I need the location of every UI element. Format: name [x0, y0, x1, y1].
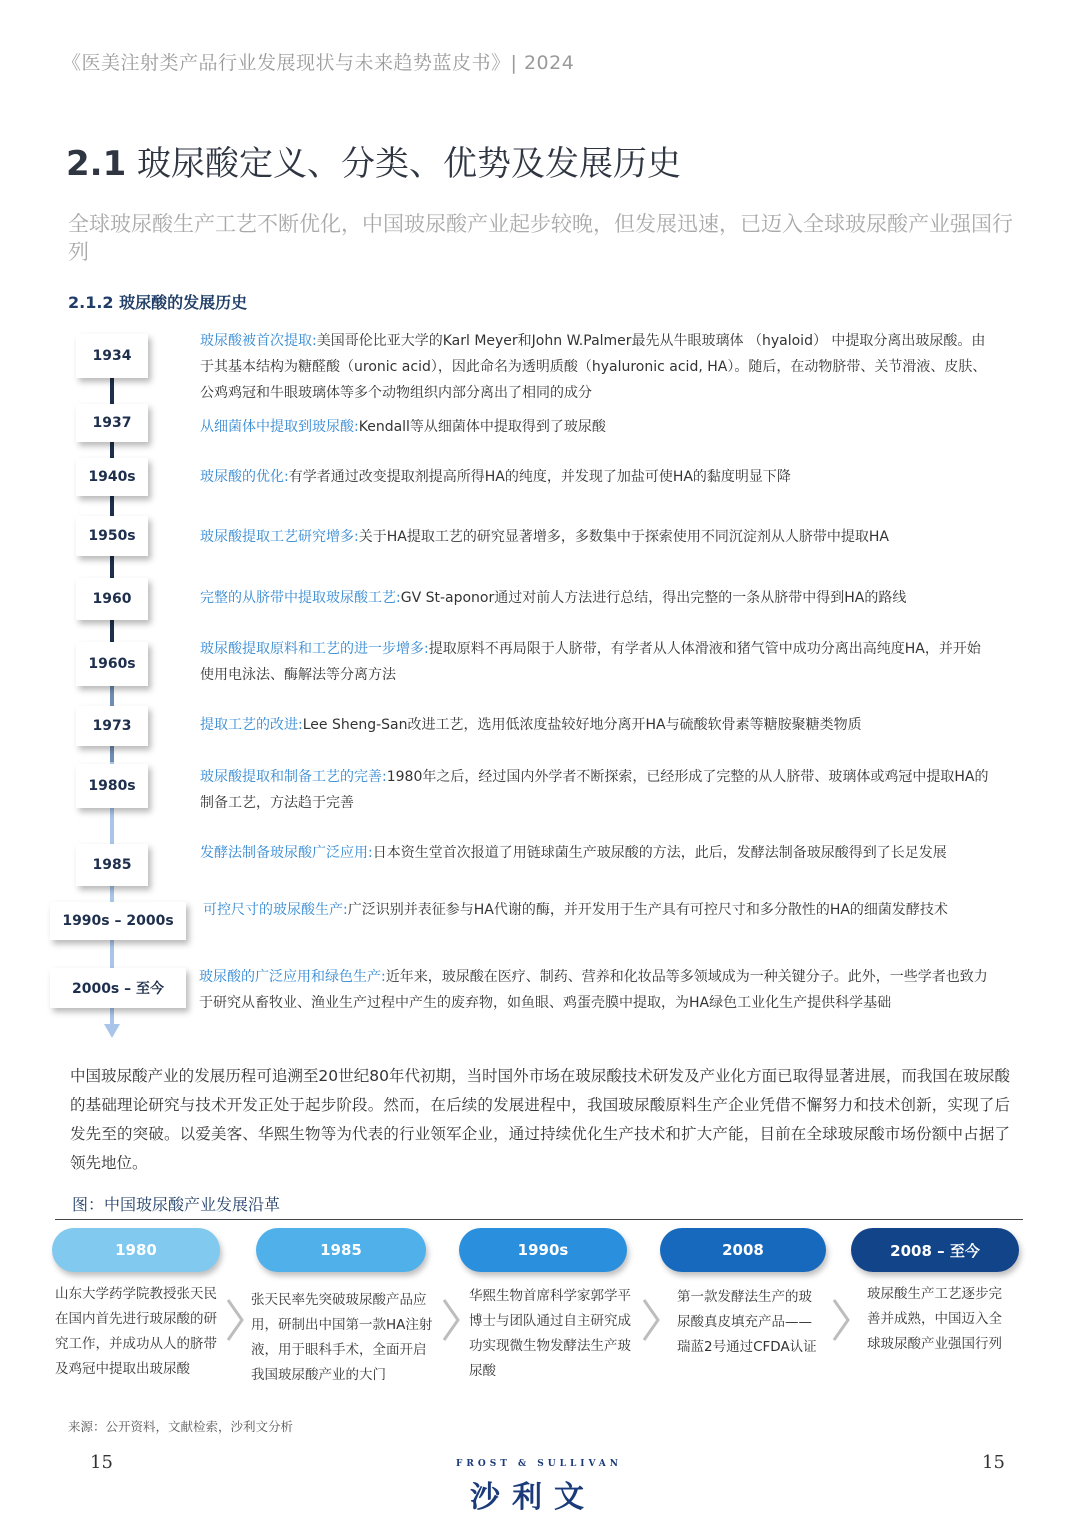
event-highlight: 发酵法制备玻尿酸广泛应用:	[200, 845, 373, 861]
timeline-event-1990s-2000s	[203, 897, 993, 923]
stage-text-1990s: 华熙生物首席科学家郭学平博士与团队通过自主研究成功实现微生物发酵法生产玻尿酸	[469, 1288, 631, 1379]
chevron-right-icon	[830, 1298, 852, 1342]
section-subtitle: 全球玻尿酸生产工艺不断优化，中国玻尿酸产业起步较晚，但发展迅速，已迈入全球玻尿酸产业强国行列	[68, 212, 1013, 264]
timeline-year-1980s: 1980s	[76, 764, 148, 808]
event-text: 日本资生堂首次报道了用链球菌生产玻尿酸的方法，此后，发酵法制备玻尿酸得到了长足发展	[372, 845, 947, 861]
event-highlight: 玻尿酸的广泛应用和绿色生产:	[199, 969, 386, 985]
stage-pill-1980: 1980	[52, 1228, 220, 1272]
event-text: 有学者通过改变提取剂提高所得HA的纯度，并发现了加盐可使HA的黏度明显下降	[288, 469, 791, 485]
stage-pill-2008-now: 2008 – 至今	[851, 1228, 1019, 1272]
stage-pill-1985: 1985	[256, 1228, 426, 1272]
event-highlight: 玻尿酸提取和制备工艺的完善:	[200, 769, 387, 785]
timeline-year-1940s: 1940s	[76, 458, 148, 496]
stage-text-2008: 第一款发酵法生产的玻尿酸真皮填充产品——瑞蓝2号通过CFDA认证	[677, 1289, 817, 1355]
stage-text-1980: 山东大学药学院教授张天民在国内首先进行玻尿酸的研究工作，并成功从人的脐带及鸡冠中提取出玻尿酸	[55, 1286, 217, 1377]
timeline-event-1940s	[200, 464, 990, 490]
timeline-year-1960: 1960	[76, 578, 148, 620]
chevron-right-icon	[224, 1298, 246, 1342]
timeline-event-2000s-now	[199, 964, 989, 1016]
event-highlight: 提取工艺的改进:	[200, 717, 303, 733]
stage-text-1985: 张天民率先突破玻尿酸产品应用，研制出中国第一款HA注射液，用于眼科手术，全面开启我国玻尿酸产业的大门	[251, 1292, 433, 1383]
source-note: 来源：公开资料，文献检索，沙利文分析	[68, 1419, 294, 1434]
event-highlight: 完整的从脐带中提取玻尿酸工艺:	[200, 590, 401, 606]
figure-divider	[55, 1219, 1023, 1220]
event-text: GV St-aponor通过对前人方法进行总结，得出完整的一条从脐带中得到HA的路线	[400, 590, 907, 606]
timeline-event-1934	[200, 328, 990, 406]
timeline-event-1973	[200, 712, 990, 738]
frost-sullivan-logo-text: FROST & SULLIVAN	[456, 1459, 623, 1469]
event-highlight: 玻尿酸提取工艺研究增多:	[200, 529, 359, 545]
subsection-title: 2.1.2 玻尿酸的发展历史	[68, 293, 248, 312]
event-highlight: 从细菌体中提取到玻尿酸:	[200, 419, 359, 435]
timeline-year-2000s-now: 2000s – 至今	[50, 968, 186, 1008]
figure-title: 图：中国玻尿酸产业发展沿革	[72, 1195, 281, 1214]
timeline-event-1985	[200, 840, 990, 866]
timeline-year-1934: 1934	[76, 334, 148, 378]
section-title-text: 玻尿酸定义、分类、优势及发展历史	[137, 144, 682, 184]
timeline-year-1960s: 1960s	[76, 642, 148, 686]
event-text: 1980年之后，经过国内外学者不断探索，已经形成了完整的从人脐带、玻璃体或鸡冠中提取HA的制备工艺，方法趋于完善	[200, 769, 989, 811]
timeline-year-1985: 1985	[76, 844, 148, 886]
timeline-arrow-icon	[104, 1024, 120, 1038]
chevron-right-icon	[640, 1298, 662, 1342]
page-number-left: 15	[90, 1452, 113, 1473]
timeline-year-1990s-2000s: 1990s – 2000s	[50, 902, 186, 940]
event-text: Kendall等从细菌体中提取得到了玻尿酸	[358, 419, 606, 435]
event-text: 广泛识别并表征参与HA代谢的酶，并开发用于生产具有可控尺寸和多分散性的HA的细菌发酵技术	[347, 902, 948, 918]
timeline-year-1937: 1937	[76, 404, 148, 442]
stage-pill-2008: 2008	[660, 1228, 826, 1272]
event-highlight: 玻尿酸提取原料和工艺的进一步增多:	[200, 641, 429, 657]
sullivan-logo-cn: 沙利文	[470, 1480, 596, 1515]
page-number-right: 15	[982, 1452, 1005, 1473]
event-text: 美国哥伦比亚大学的Karl Meyer和John W.Palmer最先从牛眼玻璃体 （hyaloid） 中提取分离出玻尿酸。由于其基本结构为糖醛酸（uronic acid），因此命名为透明质酸（hyaluronic acid, HA）。随后，在动物脐带、关节滑液、皮肤、公鸡鸡冠和牛眼玻璃体等多个动物组织内部分离出了相同的成分	[200, 333, 987, 401]
event-text: Lee Sheng-San改进工艺，选用低浓度盐较好地分离开HA与硫酸软骨素等糖胺聚糖类物质	[302, 717, 862, 733]
timeline-year-1973: 1973	[76, 706, 148, 746]
event-text: 近年来，玻尿酸在医疗、制药、营养和化妆品等多领域成为一种关键分子。此外，一些学者也致力于研究从畜牧业、渔业生产过程中产生的废弃物，如鱼眼、鸡蛋壳膜中提取，为HA绿色工业化生产提供科学基础	[199, 969, 988, 1011]
event-text: 提取原料不再局限于人脐带，有学者从人体滑液和猪气管中成功分离出高纯度HA，并开始使用电泳法、酶解法等分离方法	[200, 641, 981, 683]
timeline-event-1937	[200, 414, 990, 440]
stage-text-2008-now: 玻尿酸生产工艺逐步完善并成熟，中国迈入全球玻尿酸产业强国行列	[867, 1286, 1002, 1352]
timeline-event-1950s	[200, 524, 990, 550]
timeline-event-1960s	[200, 636, 990, 688]
timeline-event-1960	[200, 585, 990, 611]
body-paragraph: 中国玻尿酸产业的发展历程可追溯至20世纪80年代初期，当时国外市场在玻尿酸技术研发及产业化方面已取得显著进展，而我国在玻尿酸的基础理论研究与技术开发正处于起步阶段。然而，在后续的发展进程中，我国玻尿酸原料生产企业凭借不懈努力和技术创新，实现了后发先至的突破。以爱美客、华熙生物等为代表的行业领军企业，通过持续优化生产技术和扩大产能，目前在全球玻尿酸市场份额中占据了领先地位。	[70, 1067, 1010, 1172]
timeline-event-1980s	[200, 764, 990, 816]
chevron-right-icon	[440, 1298, 462, 1342]
event-text: 关于HA提取工艺的研究显著增多，多数集中于探索使用不同沉淀剂从人脐带中提取HA	[358, 529, 889, 545]
event-highlight: 玻尿酸的优化:	[200, 469, 289, 485]
section-title	[66, 136, 681, 185]
event-highlight: 可控尺寸的玻尿酸生产:	[203, 902, 348, 918]
section-number: 2.1	[66, 144, 127, 184]
stage-pill-1990s: 1990s	[459, 1228, 627, 1272]
document-header-title: 《医美注射类产品行业发展现状与未来趋势蓝皮书》| 2024	[62, 52, 575, 74]
event-highlight: 玻尿酸被首次提取:	[200, 333, 317, 349]
timeline-year-1950s: 1950s	[76, 516, 148, 556]
